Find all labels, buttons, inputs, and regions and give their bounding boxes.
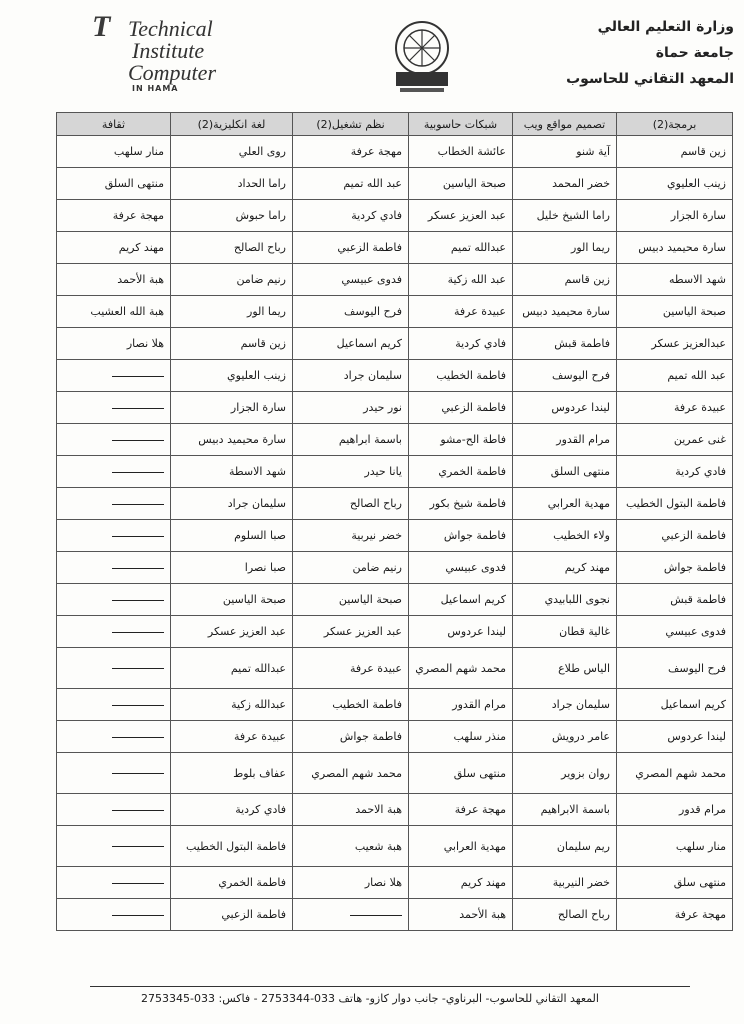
ministry-header (494, 14, 734, 92)
table-cell (57, 753, 171, 794)
empty-dash (112, 568, 164, 569)
table-row (57, 520, 733, 552)
table-row (57, 488, 733, 520)
table-cell: عبيدة عرفة (293, 648, 409, 689)
table-cell: فاطمة الزعبي (293, 232, 409, 264)
table-cell: صبا نصرا (171, 552, 293, 584)
table-cell: عبيدة عرفة (171, 721, 293, 753)
logo-line-institute: Institute (132, 38, 205, 63)
table-cell: رنيم ضامن (171, 264, 293, 296)
table-cell: نور حيدر (293, 392, 409, 424)
empty-dash (112, 810, 164, 811)
table-cell (57, 867, 171, 899)
table-cell (57, 826, 171, 867)
table-cell: سليمان جراد (513, 689, 617, 721)
table-cell (57, 488, 171, 520)
table-cell: ريم سليمان (513, 826, 617, 867)
table-cell: رباح الصالح (293, 488, 409, 520)
table-row (57, 264, 733, 296)
table-row (57, 200, 733, 232)
empty-dash (112, 536, 164, 537)
table-cell: سارة محيميد دبيس (171, 424, 293, 456)
table-cell: غالية قطان (513, 616, 617, 648)
university-seal-icon (386, 18, 458, 96)
footer-divider (90, 986, 690, 987)
table-cell: زينب العليوي (617, 168, 733, 200)
table-cell: فاطمة الخمري (409, 456, 513, 488)
table-cell: فاطمة جواش (409, 520, 513, 552)
empty-dash (112, 632, 164, 633)
empty-dash (112, 504, 164, 505)
table-cell: يانا حيدر (293, 456, 409, 488)
table-row (57, 721, 733, 753)
table-cell: صبحة الياسين (293, 584, 409, 616)
table-cell: راما الحداد (171, 168, 293, 200)
table-cell: عامر درويش (513, 721, 617, 753)
university-line: جامعة حماة (655, 45, 734, 61)
table-cell: مرام قدور (617, 794, 733, 826)
table-cell: راما حبوش (171, 200, 293, 232)
table-row (57, 136, 733, 168)
table-cell: ولاء الخطيب (513, 520, 617, 552)
table-cell: ليندا عردوس (617, 721, 733, 753)
table-cell (57, 552, 171, 584)
table-cell: روان بزوير (513, 753, 617, 794)
table-cell: عبدالعزيز عسكر (617, 328, 733, 360)
table-row (57, 552, 733, 584)
table-cell: فاطمة الخطيب (293, 689, 409, 721)
table-cell: منتهى سلق (409, 753, 513, 794)
table-cell: رنيم ضامن (293, 552, 409, 584)
table-row (57, 826, 733, 867)
table-cell: سارة الجزار (171, 392, 293, 424)
empty-dash (112, 600, 164, 601)
table-cell: صبحة الياسين (171, 584, 293, 616)
table-cell: ليندا عردوس (409, 616, 513, 648)
table-cell: مهجة عرفة (57, 200, 171, 232)
table-row (57, 616, 733, 648)
table-cell: آية شنو (513, 136, 617, 168)
logo-line-technical: Technical (128, 16, 213, 41)
table-cell: فاطة الح-مشو (409, 424, 513, 456)
ministry-line: وزارة التعليم العالي (597, 19, 734, 35)
table-cell: هبة الله العشيب (57, 296, 171, 328)
table-row (57, 328, 733, 360)
table-row (57, 648, 733, 689)
table-cell: عبيدة عرفة (617, 392, 733, 424)
table-cell: ليندا عردوس (513, 392, 617, 424)
table-cell: رباح الصالح (171, 232, 293, 264)
empty-dash (350, 915, 402, 916)
table-cell: مهجة عرفة (293, 136, 409, 168)
table-cell: فادي كردية (293, 200, 409, 232)
column-header: برمجة(2) (617, 113, 733, 136)
table-cell: باسمة الابراهيم (513, 794, 617, 826)
table-cell: هلا نصار (57, 328, 171, 360)
table-cell: منتهى سلق (617, 867, 733, 899)
empty-dash (112, 440, 164, 441)
column-header: نظم تشغيل(2) (293, 113, 409, 136)
table-cell: عبد الله تميم (617, 360, 733, 392)
table-cell: مهدية العرابي (409, 826, 513, 867)
table-cell (293, 899, 409, 931)
empty-dash (112, 668, 164, 669)
table-cell: سليمان جراد (293, 360, 409, 392)
table-cell: عبدالله تميم (409, 232, 513, 264)
table-cell: عبدالله تميم (171, 648, 293, 689)
table-cell: سارة الجزار (617, 200, 733, 232)
table-cell: صبحة الياسين (409, 168, 513, 200)
table-cell: محمد شهم المصري (409, 648, 513, 689)
table-cell: شهد الاسطه (617, 264, 733, 296)
table-cell: فاطمة قبش (617, 584, 733, 616)
empty-dash (112, 376, 164, 377)
logo-line-computer: Computer (128, 60, 216, 85)
table-cell: فاطمة الزعبي (171, 899, 293, 931)
table-cell (57, 424, 171, 456)
table-cell: رباح الصالح (513, 899, 617, 931)
table-cell: هلا نصار (293, 867, 409, 899)
table-cell (57, 520, 171, 552)
table-cell: منار سلهب (57, 136, 171, 168)
column-header: ثقافة (57, 113, 171, 136)
table-cell: فرح اليوسف (617, 648, 733, 689)
table-cell: خضر نيربية (293, 520, 409, 552)
table-cell: عبد العزيز عسكر (171, 616, 293, 648)
column-header: شبكات حاسوبية (409, 113, 513, 136)
table-cell: فاطمة جواش (617, 552, 733, 584)
table-cell: صبا السلوم (171, 520, 293, 552)
table-cell: الياس طلاع (513, 648, 617, 689)
column-header: لغة انكليزية(2) (171, 113, 293, 136)
table-header-row (57, 113, 733, 136)
table-cell: سارة محيميد دبيس (617, 232, 733, 264)
table-row (57, 456, 733, 488)
table-cell: فاطمة قبش (513, 328, 617, 360)
table-cell: عبد الله زكية (409, 264, 513, 296)
table-cell: زين قاسم (513, 264, 617, 296)
table-cell: سليمان جراد (171, 488, 293, 520)
table-row (57, 753, 733, 794)
table-cell: منتهى السلق (513, 456, 617, 488)
table-cell (57, 721, 171, 753)
table-row (57, 899, 733, 931)
table-row (57, 168, 733, 200)
table-cell: فادي كردية (171, 794, 293, 826)
table-cell: عفاف بلوط (171, 753, 293, 794)
table-row (57, 794, 733, 826)
empty-dash (112, 915, 164, 916)
table-cell: فاطمة الزعبي (409, 392, 513, 424)
table-cell (57, 456, 171, 488)
table-cell: ريما الور (171, 296, 293, 328)
table-cell: كريم اسماعيل (293, 328, 409, 360)
table-cell: فاطمة جواش (293, 721, 409, 753)
table-cell: شهد الاسطة (171, 456, 293, 488)
table-cell: فدوى عبيسي (617, 616, 733, 648)
table-cell: زينب العليوي (171, 360, 293, 392)
table-cell: فادي كردية (617, 456, 733, 488)
table-cell: زين قاسم (617, 136, 733, 168)
table-cell: مهند كريم (409, 867, 513, 899)
table-cell (57, 648, 171, 689)
table-cell: مهدية العرابي (513, 488, 617, 520)
table-cell: منتهى السلق (57, 168, 171, 200)
column-header: تصميم مواقع ويب (513, 113, 617, 136)
table-cell: هبة الأحمد (409, 899, 513, 931)
table-cell: فرح اليوسف (513, 360, 617, 392)
table-cell: هبة شعيب (293, 826, 409, 867)
table-cell: فاطمة الخمري (171, 867, 293, 899)
table-cell: روى العلي (171, 136, 293, 168)
table-cell: فاطمة الزعبي (617, 520, 733, 552)
table-cell: فاطمة البتول الخطيب (171, 826, 293, 867)
table-cell: ريما الور (513, 232, 617, 264)
table-cell: مرام القدور (513, 424, 617, 456)
empty-dash (112, 408, 164, 409)
footer-address: المعهد التقاني للحاسوب- البرناوي- جانب دوار كازو- هاتف 033-2753344 - فاكس: 033-2753345 (141, 992, 599, 1005)
table-cell: فدوى عبيسي (293, 264, 409, 296)
table-cell: هبة الأحمد (57, 264, 171, 296)
empty-dash (112, 705, 164, 706)
table-cell (57, 360, 171, 392)
table-row (57, 232, 733, 264)
table-row (57, 867, 733, 899)
table-cell (57, 584, 171, 616)
table-cell: عبد العزيز عسكر (293, 616, 409, 648)
table-cell: مهجة عرفة (409, 794, 513, 826)
table-cell: عبد الله تميم (293, 168, 409, 200)
table-cell: مهند كريم (513, 552, 617, 584)
table-cell (57, 616, 171, 648)
table-cell: منار سلهب (617, 826, 733, 867)
table-cell: فاطمة شيخ بكور (409, 488, 513, 520)
logo-line-in-hama: IN HAMA (132, 84, 179, 93)
table-cell: باسمة ابراهيم (293, 424, 409, 456)
table-body (57, 136, 733, 931)
institute-logo: T Technical Institute Computer IN HAMA (92, 10, 216, 93)
table-cell: عبيدة عرفة (409, 296, 513, 328)
table-cell: راما الشيخ خليل (513, 200, 617, 232)
table-cell: فدوى عبيسي (409, 552, 513, 584)
table-cell: غنى عمرين (617, 424, 733, 456)
table-cell: محمد شهم المصري (617, 753, 733, 794)
empty-dash (112, 737, 164, 738)
table-cell: صبحة الياسين (617, 296, 733, 328)
table-cell (57, 794, 171, 826)
table-cell: فرح اليوسف (293, 296, 409, 328)
table-cell: فاطمة الخطيب (409, 360, 513, 392)
course-assignment-table (56, 112, 733, 931)
table-cell (57, 392, 171, 424)
table-cell: فادي كردية (409, 328, 513, 360)
table-cell: عبدالله زكية (171, 689, 293, 721)
institute-line: المعهد التقاني للحاسوب (566, 71, 734, 87)
table-cell: سارة محيميد دبيس (513, 296, 617, 328)
table-cell: عائشة الخطاب (409, 136, 513, 168)
table-cell: كريم اسماعيل (409, 584, 513, 616)
table-row (57, 360, 733, 392)
table-row (57, 296, 733, 328)
table-cell: منذر سلهب (409, 721, 513, 753)
table-row (57, 424, 733, 456)
empty-dash (112, 773, 164, 774)
table-cell (57, 899, 171, 931)
table-cell: نجوى اللبابيدي (513, 584, 617, 616)
table-cell: مهجة عرفة (617, 899, 733, 931)
empty-dash (112, 472, 164, 473)
table-row (57, 584, 733, 616)
table-cell: مهند كريم (57, 232, 171, 264)
empty-dash (112, 883, 164, 884)
table-cell: محمد شهم المصري (293, 753, 409, 794)
table-cell: خضر المحمد (513, 168, 617, 200)
table-row (57, 392, 733, 424)
table-cell: خضر النيربية (513, 867, 617, 899)
table-cell: هبة الاحمد (293, 794, 409, 826)
table-cell: فاطمة البتول الخطيب (617, 488, 733, 520)
table-cell: كريم اسماعيل (617, 689, 733, 721)
empty-dash (112, 846, 164, 847)
table-cell: مرام القدور (409, 689, 513, 721)
table-row (57, 689, 733, 721)
table-cell: عبد العزيز عسكر (409, 200, 513, 232)
table-cell (57, 689, 171, 721)
table-cell: زين قاسم (171, 328, 293, 360)
